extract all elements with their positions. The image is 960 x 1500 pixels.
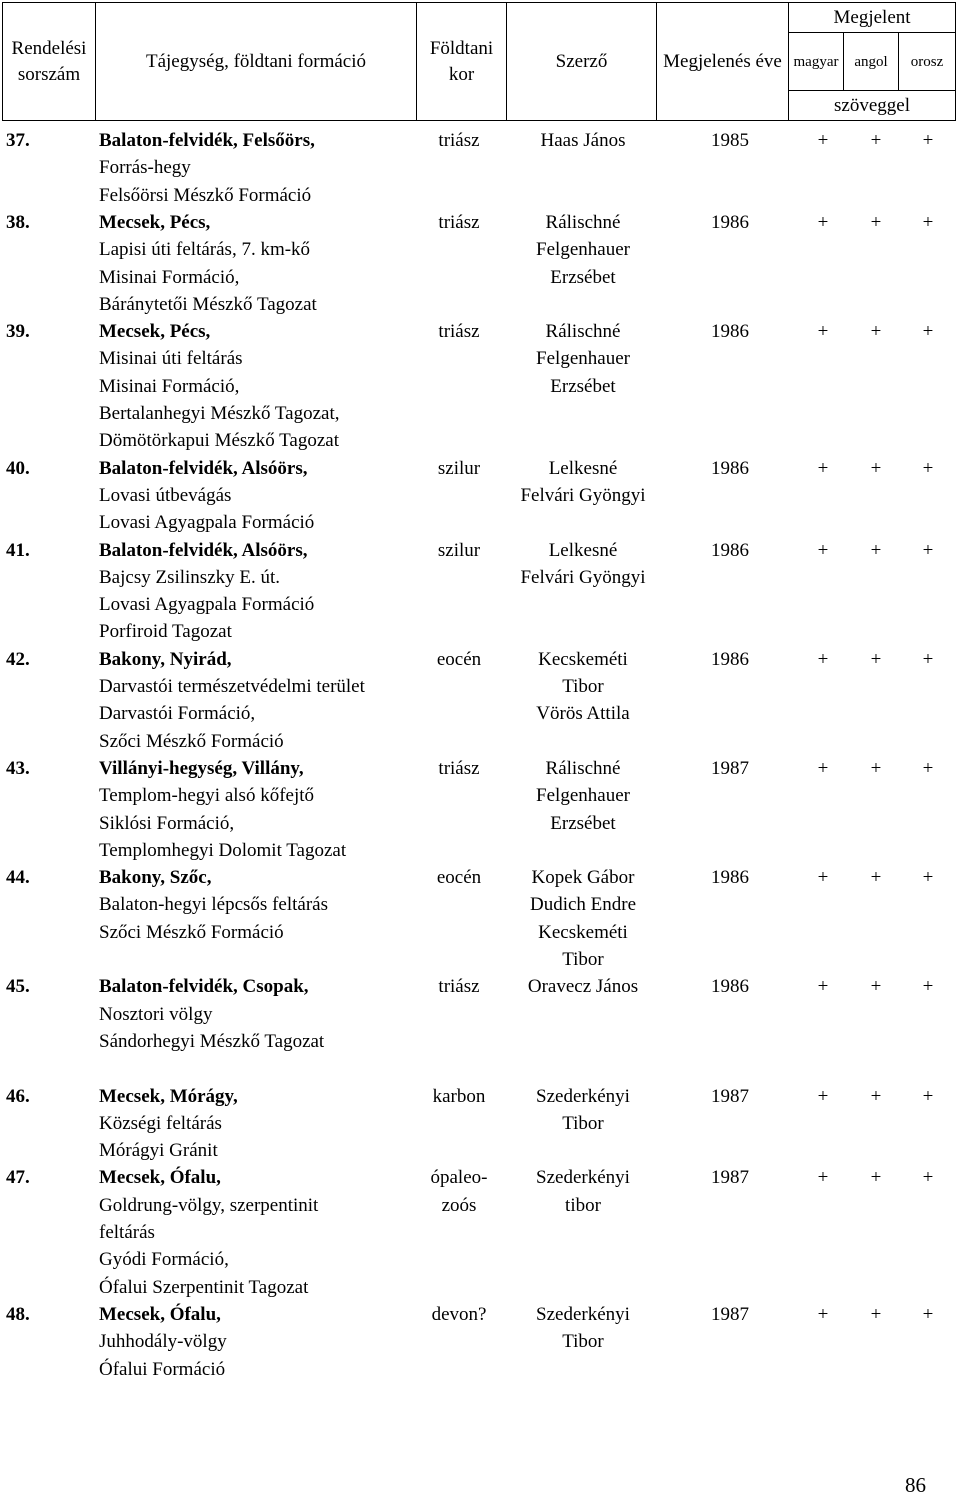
entry-location-line: Felsőörsi Mészkő Formáció bbox=[99, 184, 312, 206]
entry-english-mark: + bbox=[870, 757, 882, 779]
entry-location-line: Gyódi Formáció, bbox=[99, 1249, 229, 1271]
entry-english-mark: + bbox=[870, 1303, 882, 1325]
entry-location-line: Nosztori völgy bbox=[99, 1003, 213, 1025]
entry-author: Kopek Gábor bbox=[531, 867, 635, 889]
entry-author: Erzsébet bbox=[550, 375, 616, 397]
entry-location-line: Bertalanhegyi Mészkő Tagozat, bbox=[99, 403, 340, 424]
entry-author: Vörös Attila bbox=[536, 703, 630, 725]
entry-author: Felvári Gyöngyi bbox=[520, 566, 646, 588]
entry-number: 48. bbox=[6, 1303, 30, 1325]
entry-number: 47. bbox=[6, 1167, 30, 1189]
entry-author: Rálischné bbox=[545, 757, 621, 779]
entry-english-mark: + bbox=[870, 976, 882, 998]
header-angol: angol bbox=[844, 33, 899, 91]
entry-geologic-age: triász bbox=[438, 321, 480, 343]
entry-year: 1986 bbox=[711, 648, 749, 670]
entry-geologic-age: triász bbox=[438, 130, 480, 151]
header-tajegyseg: Tájegység, földtani formáció bbox=[96, 3, 417, 121]
entry-location-line: feltárás bbox=[99, 1222, 155, 1243]
entry-year: 1987 bbox=[711, 757, 749, 779]
entry-author: Felgenhauer bbox=[536, 348, 630, 370]
entry-author: Felvári Gyöngyi bbox=[520, 484, 646, 506]
entry-geologic-age: triász bbox=[438, 976, 480, 998]
entry-russian-mark: + bbox=[922, 757, 934, 779]
entry-year: 1986 bbox=[711, 211, 749, 233]
entry-number: 37. bbox=[6, 130, 30, 151]
entry-hungarian-mark: + bbox=[817, 1085, 829, 1107]
entry-author: Haas János bbox=[540, 130, 626, 151]
entry-geologic-age: karbon bbox=[432, 1085, 486, 1107]
entry-author: Lelkesné bbox=[548, 539, 618, 561]
page-number: 86 bbox=[905, 1473, 926, 1497]
header-orosz: orosz bbox=[899, 33, 956, 91]
entry-author: Tibor bbox=[562, 949, 604, 970]
entry-russian-mark: + bbox=[922, 1085, 934, 1107]
entry-year: 1987 bbox=[711, 1303, 749, 1325]
entry-author: Kecskeméti bbox=[538, 921, 628, 943]
entry-location-line: Lapisi úti feltárás, 7. km-kő bbox=[99, 239, 311, 261]
entry-hungarian-mark: + bbox=[817, 1167, 829, 1189]
entry-number: 45. bbox=[6, 976, 30, 998]
entry-location-line: Goldrung-völgy, szerpentinit bbox=[99, 1194, 319, 1216]
entry-number: 39. bbox=[6, 321, 30, 343]
entry-author: Kecskeméti bbox=[538, 648, 628, 670]
entry-hungarian-mark: + bbox=[817, 321, 829, 343]
header-magyar: magyar bbox=[789, 33, 844, 91]
entry-english-mark: + bbox=[870, 130, 882, 151]
entry-hungarian-mark: + bbox=[817, 757, 829, 779]
entry-russian-mark: + bbox=[922, 130, 934, 151]
entry-location-line: Lovasi Agyagpala Formáció bbox=[99, 512, 315, 534]
entry-author: Tibor bbox=[562, 1331, 604, 1353]
entry-russian-mark: + bbox=[922, 867, 934, 889]
entry-location-line: Juhhodály-völgy bbox=[99, 1331, 227, 1353]
entry-geologic-age: triász bbox=[438, 757, 480, 779]
entry-russian-mark: + bbox=[922, 648, 934, 670]
entry-english-mark: + bbox=[870, 867, 882, 889]
entry-geologic-age: eocén bbox=[436, 648, 482, 670]
entry-location-line: Dömötörkapui Mészkő Tagozat bbox=[99, 430, 339, 452]
entry-region: Mecsek, Mórágy, bbox=[99, 1085, 238, 1107]
entry-location-line: Templom-hegyi alsó kőfejtő bbox=[99, 785, 315, 807]
entry-region: Bakony, Nyirád, bbox=[99, 648, 232, 670]
entry-year: 1985 bbox=[711, 130, 749, 151]
entry-location-line: Báránytetői Mészkő Tagozat bbox=[99, 293, 317, 315]
entry-hungarian-mark: + bbox=[817, 211, 829, 233]
entry-english-mark: + bbox=[870, 1085, 882, 1107]
entry-author: Rálischné bbox=[545, 321, 621, 343]
entry-author: Felgenhauer bbox=[536, 239, 630, 261]
entry-hungarian-mark: + bbox=[817, 867, 829, 889]
entry-geologic-age: triász bbox=[438, 211, 480, 233]
entry-author: Erzsébet bbox=[550, 812, 616, 834]
entry-russian-mark: + bbox=[922, 457, 934, 479]
entry-region: Mecsek, Pécs, bbox=[99, 211, 211, 233]
entry-region: Mecsek, Pécs, bbox=[99, 321, 211, 343]
entry-russian-mark: + bbox=[922, 976, 934, 998]
entry-hungarian-mark: + bbox=[817, 130, 829, 151]
entry-region: Balaton-felvidék, Csopak, bbox=[99, 976, 309, 998]
entry-hungarian-mark: + bbox=[817, 976, 829, 998]
entry-english-mark: + bbox=[870, 648, 882, 670]
entry-location-line: Ófalui Formáció bbox=[99, 1358, 226, 1380]
entry-number: 41. bbox=[6, 539, 30, 561]
entry-english-mark: + bbox=[870, 321, 882, 343]
entry-number: 44. bbox=[6, 867, 30, 889]
entry-number: 46. bbox=[6, 1085, 30, 1107]
entry-location-line: Balaton-hegyi lépcsős feltárás bbox=[99, 894, 328, 916]
table-header bbox=[2, 2, 956, 121]
entry-geologic-age: szilur bbox=[437, 457, 481, 479]
entry-geologic-age: szilur bbox=[437, 539, 481, 561]
entry-number: 38. bbox=[6, 211, 30, 233]
entry-english-mark: + bbox=[870, 457, 882, 479]
entry-author: Tibor bbox=[562, 1112, 604, 1134]
entry-author: Tibor bbox=[562, 676, 604, 697]
header-megjelent: Megjelent bbox=[789, 3, 956, 33]
entry-russian-mark: + bbox=[922, 539, 934, 561]
entry-location-line: Misinai Formáció, bbox=[99, 375, 240, 397]
entry-location-line: Darvastói Formáció, bbox=[99, 703, 256, 725]
entry-location-line: Darvastói természetvédelmi terület bbox=[99, 676, 365, 697]
entry-english-mark: + bbox=[870, 1167, 882, 1189]
entry-author: Szederkényi bbox=[536, 1085, 630, 1107]
entry-author: Szederkényi bbox=[536, 1303, 630, 1325]
entry-geologic-age: zoós bbox=[441, 1194, 477, 1216]
entry-russian-mark: + bbox=[922, 211, 934, 233]
entry-region: Balaton-felvidék, Alsóörs, bbox=[99, 457, 308, 479]
entry-year: 1987 bbox=[711, 1167, 749, 1189]
entry-author: tibor bbox=[565, 1194, 601, 1216]
entry-hungarian-mark: + bbox=[817, 457, 829, 479]
entry-russian-mark: + bbox=[922, 321, 934, 343]
entry-english-mark: + bbox=[870, 211, 882, 233]
entry-year: 1986 bbox=[711, 457, 749, 479]
entry-geologic-age: eocén bbox=[436, 867, 482, 889]
entry-hungarian-mark: + bbox=[817, 648, 829, 670]
entry-geologic-age: devon? bbox=[431, 1303, 487, 1325]
entry-russian-mark: + bbox=[922, 1303, 934, 1325]
entry-geologic-age: ópaleo- bbox=[430, 1167, 488, 1189]
entry-region: Balaton-felvidék, Alsóörs, bbox=[99, 539, 308, 561]
entry-author: Erzsébet bbox=[550, 266, 616, 288]
entry-location-line: Sándorhegyi Mészkő Tagozat bbox=[99, 1030, 325, 1052]
entry-location-line: Lovasi Agyagpala Formáció bbox=[99, 594, 315, 616]
entry-location-line: Siklósi Formáció, bbox=[99, 812, 235, 834]
header-ev: Megjelenés éve bbox=[657, 3, 789, 121]
entry-author: Rálischné bbox=[545, 211, 621, 233]
entry-location-line: Misinai úti feltárás bbox=[99, 348, 243, 370]
entry-year: 1986 bbox=[711, 539, 749, 561]
entry-hungarian-mark: + bbox=[817, 539, 829, 561]
entry-number: 43. bbox=[6, 757, 30, 779]
entry-location-line: Szőci Mészkő Formáció bbox=[99, 730, 284, 752]
entry-english-mark: + bbox=[870, 539, 882, 561]
entry-location-line: Bajcsy Zsilinszky E. út. bbox=[99, 566, 281, 588]
entry-number: 40. bbox=[6, 457, 30, 479]
header-szerzo: Szerző bbox=[507, 3, 657, 121]
header-szoveggel: szöveggel bbox=[789, 91, 956, 121]
entry-year: 1986 bbox=[711, 976, 749, 998]
header-sorszam: Rendelési sorszám bbox=[3, 3, 96, 121]
entry-author: Lelkesné bbox=[548, 457, 618, 479]
entry-region: Balaton-felvidék, Felsőörs, bbox=[99, 130, 315, 151]
entry-location-line: Ófalui Szerpentinit Tagozat bbox=[99, 1276, 309, 1298]
entry-location-line: Lovasi útbevágás bbox=[99, 484, 232, 506]
entry-author: Szederkényi bbox=[536, 1167, 630, 1189]
entry-location-line: Községi feltárás bbox=[99, 1112, 222, 1134]
entry-author: Felgenhauer bbox=[536, 785, 630, 807]
entry-year: 1986 bbox=[711, 321, 749, 343]
entry-author: Dudich Endre bbox=[529, 894, 637, 916]
entry-year: 1986 bbox=[711, 867, 749, 889]
entry-hungarian-mark: + bbox=[817, 1303, 829, 1325]
entry-location-line: Szőci Mészkő Formáció bbox=[99, 921, 284, 943]
entry-author: Oravecz János bbox=[527, 976, 639, 998]
entry-number: 42. bbox=[6, 648, 30, 670]
entry-year: 1987 bbox=[711, 1085, 749, 1107]
entry-location-line: Misinai Formáció, bbox=[99, 266, 240, 288]
entry-region: Mecsek, Ófalu, bbox=[99, 1167, 221, 1189]
entry-location-line: Forrás-hegy bbox=[99, 157, 191, 179]
entry-region: Mecsek, Ófalu, bbox=[99, 1303, 221, 1325]
entry-russian-mark: + bbox=[922, 1167, 934, 1189]
entry-region: Villányi-hegység, Villány, bbox=[99, 757, 304, 779]
header-kor: Földtani kor bbox=[417, 3, 507, 121]
entry-location-line: Templomhegyi Dolomit Tagozat bbox=[99, 839, 347, 861]
entry-location-line: Porfiroid Tagozat bbox=[99, 621, 232, 643]
entry-region: Bakony, Szőc, bbox=[99, 867, 212, 889]
entry-location-line: Mórágyi Gránit bbox=[99, 1140, 218, 1162]
